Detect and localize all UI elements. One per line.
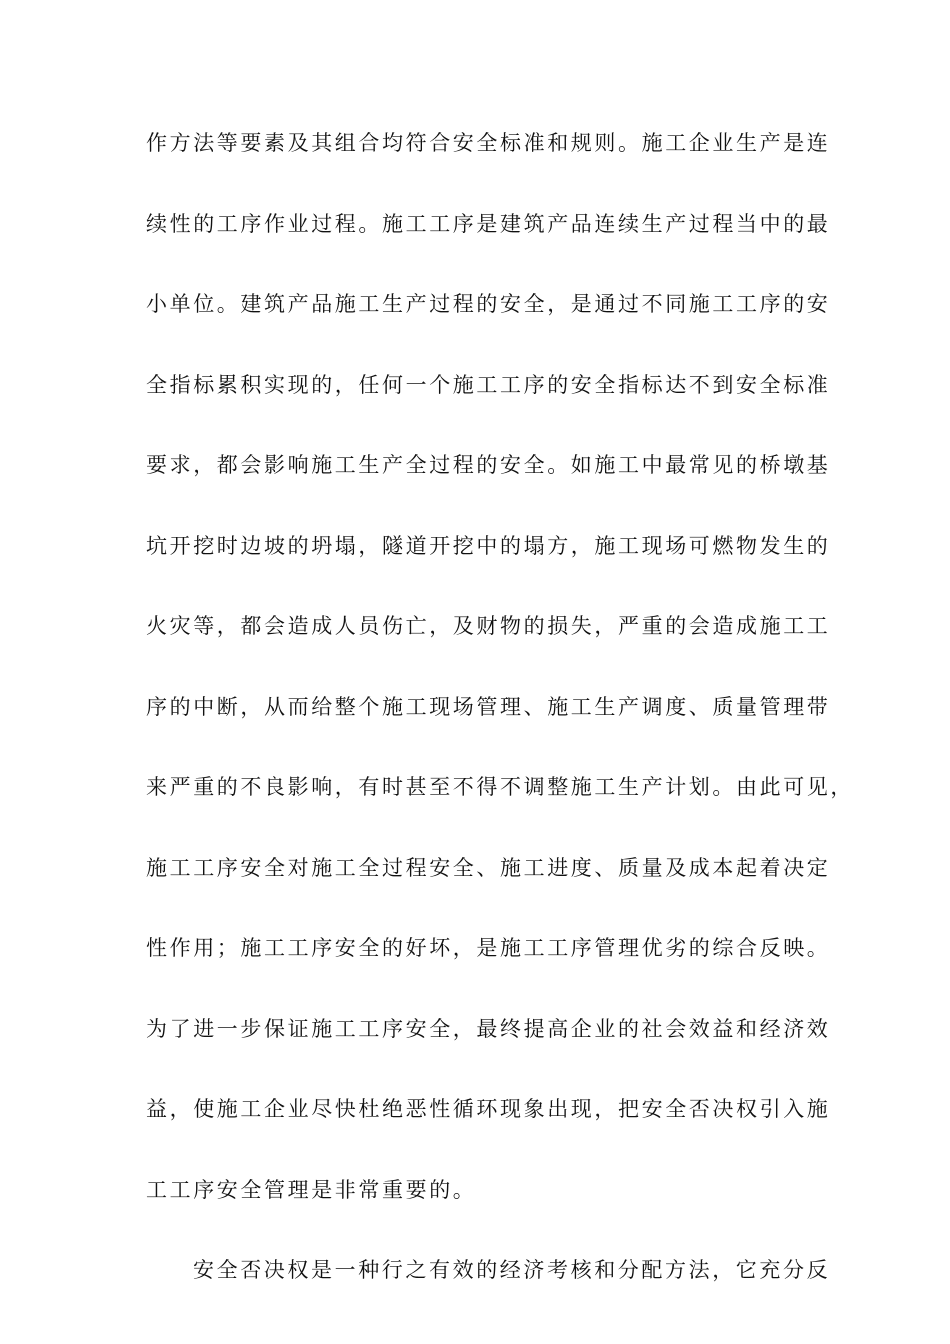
text-line-8: 序的中断，从而给整个施工现场管理、施工生产调度、质量管理带 [146,694,831,719]
text-line-1: 作方法等要素及其组合均符合安全标准和规则。施工企业生产是连 [146,131,831,155]
text-line-2: 续性的工序作业过程。施工工序是建筑产品连续生产过程当中的最 [146,211,831,236]
text-line-10: 施工工序安全对施工全过程安全、施工进度、质量及成本起着决定 [146,855,831,880]
text-line-12: 为了进一步保证施工工序安全，最终提高企业的社会效益和经济效 [146,1016,831,1041]
body-text [146,128,854,1336]
text-line-3: 小单位。建筑产品施工生产过程的安全，是通过不同施工工序的安 [146,292,831,316]
text-line-7: 火灾等，都会造成人员伤亡，及财物的损失，严重的会造成施工工 [146,614,831,638]
text-line-11: 性作用；施工工序安全的好坏，是施工工序管理优劣的综合反映。 [146,936,831,960]
text-line-4: 全指标累积实现的，任何一个施工工序的安全指标达不到安全标准 [146,372,831,397]
text-line-5: 要求，都会影响施工生产全过程的安全。如施工中最常见的桥墩基 [146,453,831,477]
text-line-14: 工工序安全管理是非常重要的。 [146,1177,477,1202]
paragraph-start-line: 安全否决权是一种行之有效的经济考核和分配方法，它充分反 [193,1258,831,1282]
text-line-13: 益，使施工企业尽快杜绝恶性循环现象出现，把安全否决权引入施 [146,1097,831,1121]
text-line-9: 来严重的不良影响，有时甚至不得不调整施工生产计划。由此可见， [146,775,854,799]
text-line-6: 坑开挖时边坡的坍塌，隧道开挖中的塌方，施工现场可燃物发生的 [146,533,831,558]
